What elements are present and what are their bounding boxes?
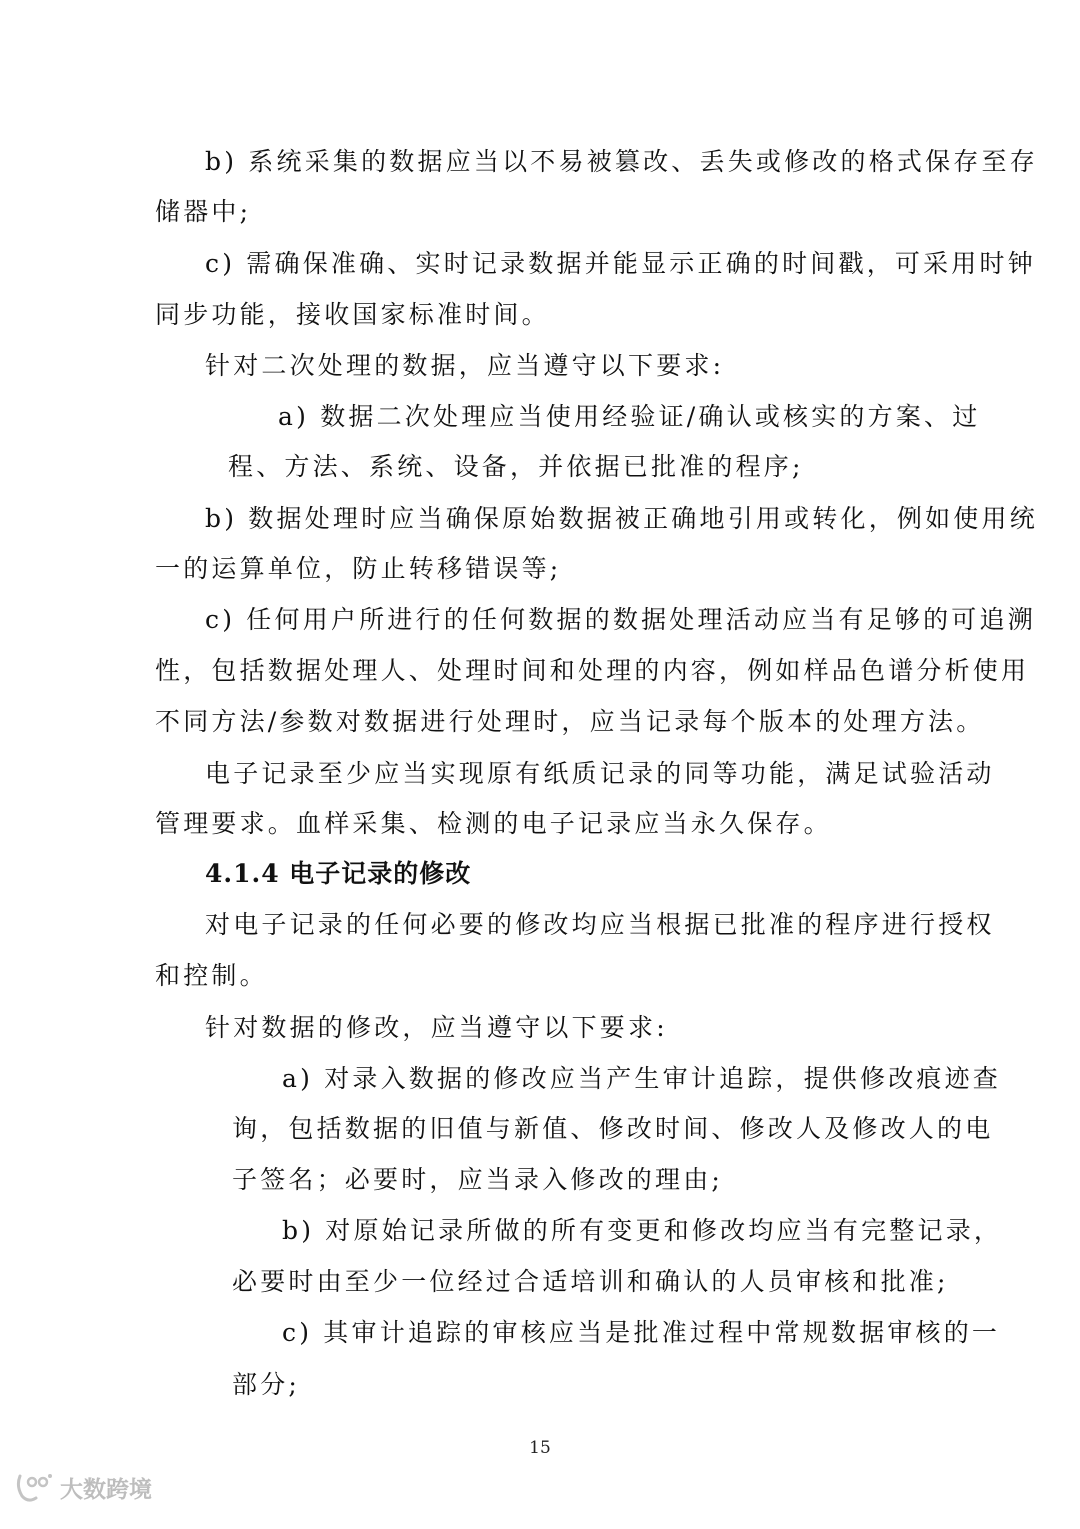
text-line: a) 对录入数据的修改应当产生审计追踪，提供修改痕迹查: [282, 1064, 1002, 1093]
text-line: 针对二次处理的数据，应当遵守以下要求:: [205, 351, 725, 380]
logo-icon: [14, 1470, 54, 1504]
text-line: 程、方法、系统、设备，并依据已批准的程序;: [228, 452, 804, 481]
text-line: b) 系统采集的数据应当以不易被篡改、丢失或修改的格式保存至存: [205, 147, 1038, 176]
text-line: 一的运算单位，防止转移错误等;: [155, 554, 562, 583]
text-line: 和控制。: [155, 961, 268, 990]
text-line: 针对数据的修改，应当遵守以下要求:: [205, 1013, 668, 1042]
text-line: 管理要求。血样采集、检测的电子记录应当永久保存。: [155, 809, 832, 838]
text-line: a) 数据二次处理应当使用经验证/确认或核实的方案、过: [278, 402, 981, 431]
watermark-text: 大数跨境: [60, 1476, 152, 1503]
text-line: c) 需确保准确、实时记录数据并能显示正确的时间戳，可采用时钟: [205, 249, 1036, 278]
text-line: c) 任何用户所进行的任何数据的数据处理活动应当有足够的可追溯: [205, 605, 1036, 634]
text-line: b) 数据处理时应当确保原始数据被正确地引用或转化，例如使用统: [205, 504, 1038, 533]
text-line: 性，包括数据处理人、处理时间和处理的内容，例如样品色谱分析使用: [155, 656, 1030, 685]
text-line: 储器中;: [155, 197, 252, 226]
text-line: b) 对原始记录所做的所有变更和修改均应当有完整记录，: [282, 1216, 1003, 1245]
page-number: 15: [529, 1438, 551, 1458]
text-line: 询，包括数据的旧值与新值、修改时间、修改人及修改人的电: [232, 1114, 994, 1143]
section-heading: 4.1.4 电子记录的修改: [205, 859, 472, 888]
text-line: 部分;: [232, 1370, 301, 1399]
text-line: c) 其审计追踪的审核应当是批准过程中常规数据审核的一: [282, 1318, 1001, 1347]
text-line: 电子记录至少应当实现原有纸质记录的同等功能，满足试验活动: [205, 759, 995, 788]
text-line: 必要时由至少一位经过合适培训和确认的人员审核和批准;: [232, 1267, 949, 1296]
text-line: 子签名；必要时，应当录入修改的理由;: [232, 1165, 724, 1194]
text-line: 不同方法/参数对数据进行处理时，应当记录每个版本的处理方法。: [155, 707, 985, 736]
watermark: [14, 1470, 152, 1504]
text-line: 对电子记录的任何必要的修改均应当根据已批准的程序进行授权: [205, 910, 995, 939]
text-line: 同步功能，接收国家标准时间。: [155, 300, 550, 329]
